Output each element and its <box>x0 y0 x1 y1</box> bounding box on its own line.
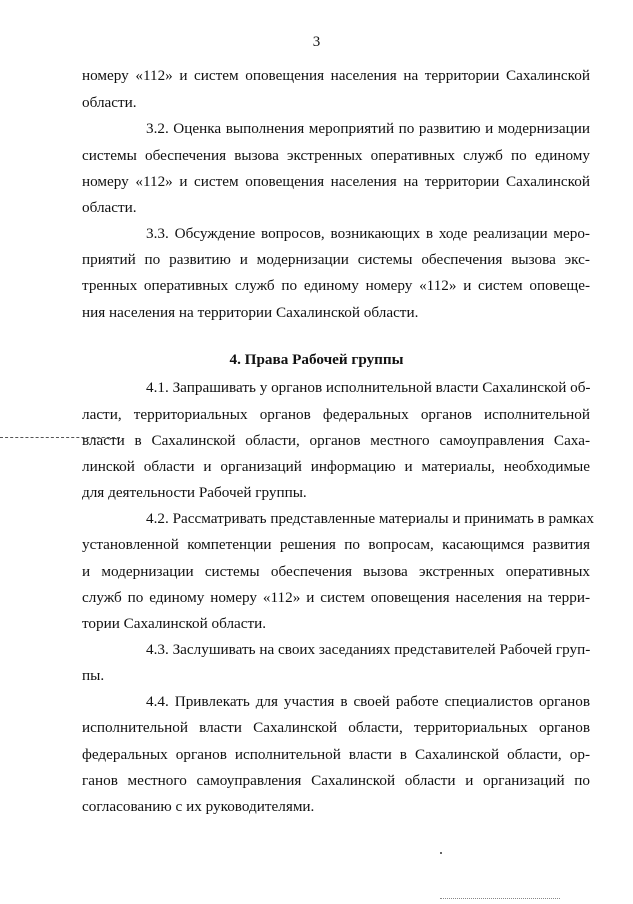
text-line: 3.2. Оценка выполнения мероприятий по развитию и модернизации <box>146 120 590 137</box>
scan-margin-mark <box>0 437 120 439</box>
text-line: приятий по развитию и модернизации системы обеспечения вызова экс- <box>82 251 590 268</box>
text-line: 4.3. Заслушивать на своих заседаниях представителей Рабочей груп- <box>146 641 591 658</box>
text-line: области. <box>82 94 137 111</box>
text-line: ганов местного самоуправления Сахалинской области и организаций по <box>82 772 590 789</box>
text-line: ния населения на территории Сахалинской области. <box>82 304 419 321</box>
page-number: 3 <box>312 34 321 50</box>
section-heading: 4. Права Рабочей группы <box>229 351 404 368</box>
text-line: власти в Сахалинской области, органов местного самоуправления Саха- <box>82 432 590 449</box>
text-line: тренных оперативных служб по единому номеру «112» и систем оповеще- <box>82 277 590 294</box>
scan-speck <box>440 852 442 854</box>
text-line: установленной компетенции решения по вопросам, касающимся развития <box>82 536 590 553</box>
text-line: и модернизации системы обеспечения вызова экстренных оперативных <box>82 563 590 580</box>
text-line: линской области и организаций информацию и материалы, необходимые <box>82 458 590 475</box>
text-line: служб по единому номеру «112» и систем оповещения населения на терри- <box>82 589 590 606</box>
scan-bottom-mark <box>440 898 560 900</box>
text-line: тории Сахалинской области. <box>82 615 267 632</box>
text-line: 4.1. Запрашивать у органов исполнительной власти Сахалинской об- <box>146 379 591 396</box>
text-line: 4.2. Рассматривать представленные материалы и принимать в рамках <box>146 510 594 527</box>
text-line: федеральных органов исполнительной власти в Сахалинской области, ор- <box>82 746 590 763</box>
text-line: 3.3. Обсуждение вопросов, возникающих в ходе реализации меро- <box>146 225 590 242</box>
text-line: пы. <box>82 667 105 684</box>
text-line: 4.4. Привлекать для участия в своей работе специалистов органов <box>146 693 590 710</box>
text-line: исполнительной власти Сахалинской области, территориальных органов <box>82 719 590 736</box>
text-line: системы обеспечения вызова экстренных оперативных служб по единому <box>82 147 590 164</box>
text-line: согласованию с их руководителями. <box>82 798 315 815</box>
text-line: номеру «112» и систем оповещения населения на территории Сахалинской <box>82 67 590 84</box>
text-line: номеру «112» и систем оповещения населения на территории Сахалинской <box>82 173 590 190</box>
text-line: для деятельности Рабочей группы. <box>82 484 307 501</box>
text-line: области. <box>82 199 137 216</box>
text-line: ласти, территориальных органов федеральных органов исполнительной <box>82 406 590 423</box>
